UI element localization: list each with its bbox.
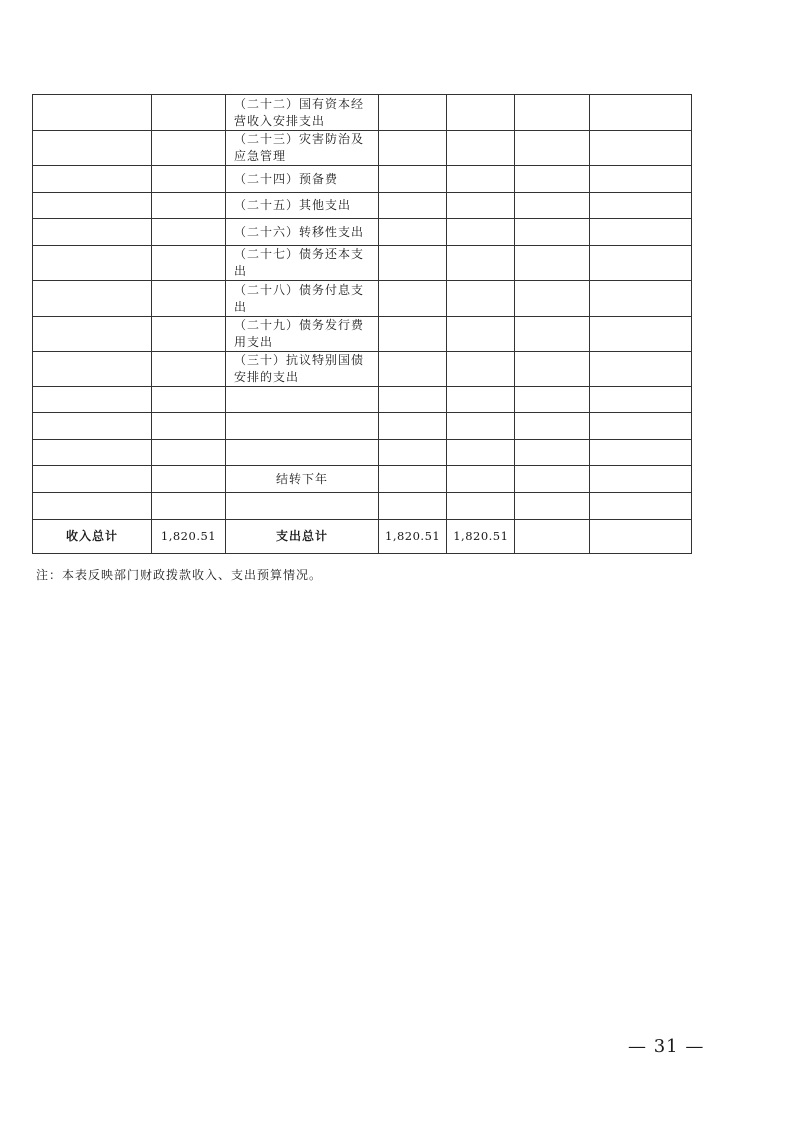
income-amount-cell <box>152 219 226 246</box>
gov-fund-cell <box>515 440 590 466</box>
state-capital-cell <box>590 317 692 352</box>
general-budget-cell <box>447 219 515 246</box>
table-row <box>33 246 692 281</box>
expense-item-cell: （二十八）债务付息支出 <box>226 281 379 317</box>
income-item-cell <box>33 387 152 413</box>
income-amount-cell <box>152 166 226 193</box>
state-capital-cell <box>590 440 692 466</box>
state-capital-cell <box>590 281 692 317</box>
expense-item-cell <box>226 493 379 520</box>
state-capital-total-value <box>590 520 692 554</box>
income-item-cell <box>33 352 152 387</box>
income-item-cell <box>33 317 152 352</box>
state-capital-cell <box>590 131 692 166</box>
general-budget-cell <box>447 246 515 281</box>
page-number: — 31 — <box>628 1036 705 1057</box>
income-amount-cell <box>152 493 226 520</box>
expense-item-cell <box>226 387 379 413</box>
income-item-cell <box>33 493 152 520</box>
state-capital-cell <box>590 466 692 493</box>
total-cell <box>379 387 447 413</box>
table-row <box>33 193 692 219</box>
state-capital-cell <box>590 246 692 281</box>
gov-fund-cell <box>515 352 590 387</box>
total-cell <box>379 317 447 352</box>
expense-item-cell <box>226 413 379 440</box>
expense-total-label: 支出总计 <box>226 520 379 554</box>
gov-fund-total-value <box>515 520 590 554</box>
income-item-cell <box>33 466 152 493</box>
total-cell <box>379 246 447 281</box>
gov-fund-cell <box>515 246 590 281</box>
expense-total-value: 1,820.51 <box>379 520 447 554</box>
total-cell <box>379 281 447 317</box>
general-budget-cell <box>447 387 515 413</box>
income-amount-cell <box>152 95 226 131</box>
gov-fund-cell <box>515 131 590 166</box>
carry-forward-label: 结转下年 <box>226 466 379 493</box>
expense-item-cell: （二十三）灾害防治及应急管理 <box>226 131 379 166</box>
budget-table <box>32 94 692 554</box>
income-total-value: 1,820.51 <box>152 520 226 554</box>
general-budget-cell <box>447 413 515 440</box>
general-budget-total-value: 1,820.51 <box>447 520 515 554</box>
table-row <box>33 413 692 440</box>
income-amount-cell <box>152 281 226 317</box>
table-row <box>33 219 692 246</box>
general-budget-cell <box>447 352 515 387</box>
expense-item-cell <box>226 440 379 466</box>
table-row <box>33 166 692 193</box>
total-cell <box>379 166 447 193</box>
income-amount-cell <box>152 131 226 166</box>
state-capital-cell <box>590 193 692 219</box>
state-capital-cell <box>590 166 692 193</box>
income-amount-cell <box>152 352 226 387</box>
table-row <box>33 281 692 317</box>
gov-fund-cell <box>515 219 590 246</box>
general-budget-cell <box>447 95 515 131</box>
table-row <box>33 352 692 387</box>
total-cell <box>379 95 447 131</box>
table-row <box>33 493 692 520</box>
totals-row <box>33 520 692 554</box>
expense-item-cell: （二十七）债务还本支出 <box>226 246 379 281</box>
table-body <box>33 95 692 554</box>
gov-fund-cell <box>515 387 590 413</box>
income-item-cell <box>33 131 152 166</box>
total-cell <box>379 352 447 387</box>
income-amount-cell <box>152 466 226 493</box>
income-item-cell <box>33 281 152 317</box>
state-capital-cell <box>590 413 692 440</box>
general-budget-cell <box>447 317 515 352</box>
general-budget-cell <box>447 131 515 166</box>
total-cell <box>379 466 447 493</box>
expense-item-cell: （二十二）国有资本经营收入安排支出 <box>226 95 379 131</box>
gov-fund-cell <box>515 166 590 193</box>
table-row <box>33 440 692 466</box>
expense-item-cell: （二十九）债务发行费用支出 <box>226 317 379 352</box>
state-capital-cell <box>590 493 692 520</box>
total-cell <box>379 440 447 466</box>
expense-item-cell: （二十六）转移性支出 <box>226 219 379 246</box>
gov-fund-cell <box>515 193 590 219</box>
general-budget-cell <box>447 281 515 317</box>
gov-fund-cell <box>515 466 590 493</box>
table-row <box>33 387 692 413</box>
total-cell <box>379 193 447 219</box>
income-item-cell <box>33 413 152 440</box>
general-budget-cell <box>447 193 515 219</box>
income-item-cell <box>33 219 152 246</box>
total-cell <box>379 493 447 520</box>
state-capital-cell <box>590 95 692 131</box>
general-budget-cell <box>447 166 515 193</box>
general-budget-cell <box>447 466 515 493</box>
table-row <box>33 95 692 131</box>
table-row <box>33 131 692 166</box>
general-budget-cell <box>447 440 515 466</box>
income-total-label: 收入总计 <box>33 520 152 554</box>
income-amount-cell <box>152 413 226 440</box>
expense-item-cell: （三十）抗议特别国债安排的支出 <box>226 352 379 387</box>
gov-fund-cell <box>515 317 590 352</box>
table-row <box>33 466 692 493</box>
table-footnote: 注：本表反映部门财政拨款收入、支出预算情况。 <box>36 568 323 582</box>
expense-item-cell: （二十四）预备费 <box>226 166 379 193</box>
income-item-cell <box>33 440 152 466</box>
income-amount-cell <box>152 440 226 466</box>
income-amount-cell <box>152 246 226 281</box>
gov-fund-cell <box>515 413 590 440</box>
income-amount-cell <box>152 387 226 413</box>
income-item-cell <box>33 193 152 219</box>
total-cell <box>379 219 447 246</box>
gov-fund-cell <box>515 281 590 317</box>
income-item-cell <box>33 166 152 193</box>
gov-fund-cell <box>515 95 590 131</box>
state-capital-cell <box>590 219 692 246</box>
income-amount-cell <box>152 193 226 219</box>
general-budget-cell <box>447 493 515 520</box>
table-row <box>33 317 692 352</box>
expense-item-cell: （二十五）其他支出 <box>226 193 379 219</box>
income-item-cell <box>33 95 152 131</box>
total-cell <box>379 413 447 440</box>
income-amount-cell <box>152 317 226 352</box>
income-item-cell <box>33 246 152 281</box>
gov-fund-cell <box>515 493 590 520</box>
state-capital-cell <box>590 352 692 387</box>
total-cell <box>379 131 447 166</box>
state-capital-cell <box>590 387 692 413</box>
